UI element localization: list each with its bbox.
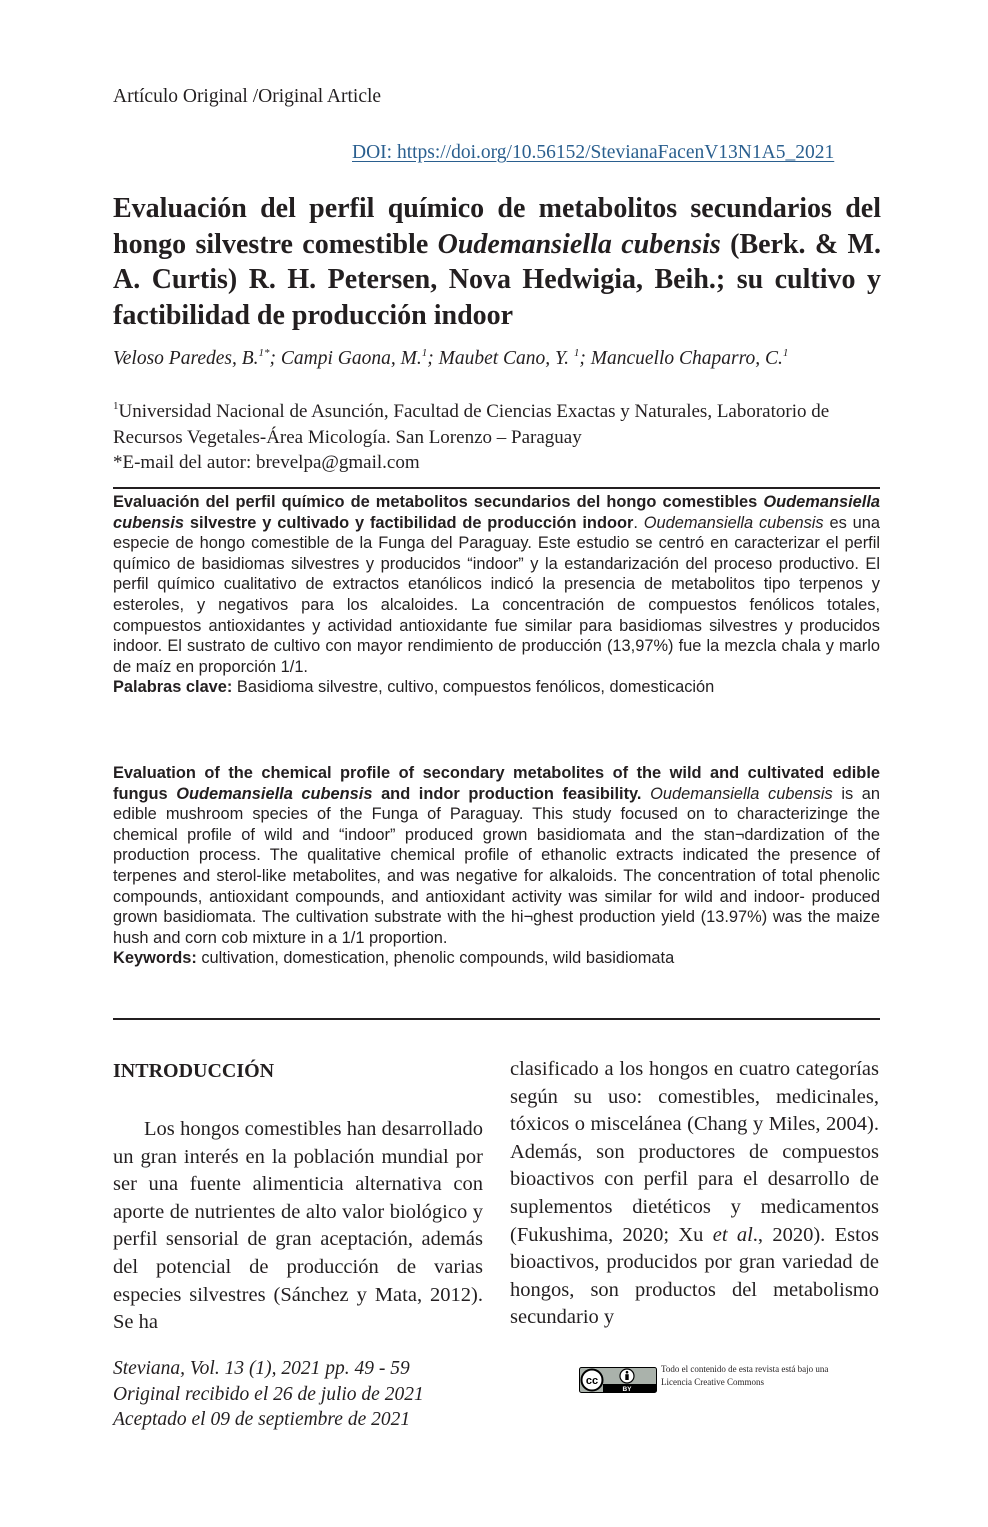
affiliation-number: 1 (113, 400, 119, 412)
abstract-keywords (113, 948, 880, 969)
license-note (661, 1363, 871, 1389)
affiliation-text: Universidad Nacional de Asunción, Facultad de Ciencias Exactas y Naturales, Laboratorio de Recursos Vegetales-Área Micología. San Lorenzo – Paraguay (113, 401, 830, 448)
accepted-date: Aceptado el 09 de septiembre de 2021 (113, 1409, 411, 1431)
abstract-body-species: Oudemansiella cubensis (650, 784, 833, 803)
author-3: Maubet Cano, Y. (438, 348, 574, 369)
author-2: Campi Gaona, M. (280, 348, 422, 369)
body-column-left (113, 1056, 483, 1337)
keywords-label-en: Keywords: (113, 949, 197, 968)
abstract-bottom-rule (113, 1018, 880, 1020)
resumen-paragraph (113, 492, 880, 677)
resumen-title-end: . (633, 513, 638, 532)
section-heading-introduction: INTRODUCCIÓN (113, 1060, 275, 1082)
affiliation (113, 399, 883, 450)
cc-by-label: BY (622, 1386, 632, 1393)
title-part-2: (Berk. & M. A. Curtis) R. H. Petersen, Nova Hedwigia, Beih.; su cultivo y factibilidad de producción indoor (113, 228, 881, 331)
resumen-body: es una especie de hongo comestible de la Funga del Paraguay. Este estudio se centró en caracterizar el perfil químico de basidiomas silvestres y producidos “indoor” y la estandarización del proceso productivo. El perfil químico cualitativo de extractos etanólicos indicó la presencia de metabolitos tipo terpenos y esteroles, y negativos para los alcaloides. La concentración de compuestos fenólicos totales, compuestos antioxidantes y actividad antioxidante fue similar para basidiomas silvestres y producidos indoor. El sustrato de cultivo con mayor rendimiento de producción (13,97%) fue la mezcla chala y marlo de maíz en proporción 1/1. (113, 513, 880, 676)
abstract-body: is an edible mushroom species of the Funga of Paraguay. This study focused on to characterizinge the chemical profile of wild and “indoor” produced grown basidiomata and the stan¬dardization of the production process. The qualitative chemical profile of ethanolic extracts indicated the presence of terpenes and sterol-like metabolites, and was negative for alkaloids. The concentration of total phenolic compounds, antioxidant compounds, and antioxidant activity was similar for wild and indoor- produced grown basidiomata. The cultivation substrate with the hi¬ghest production yield (13.97%) was the maize hush and corn cob mixture in a 1/1 proportion. (113, 784, 880, 947)
keywords-label-es: Palabras clave: (113, 678, 233, 697)
resumen-keywords (113, 677, 880, 698)
title-species: Oudemansiella cubensis (437, 228, 721, 260)
intro-right-text-2: ., 2020). Estos bioactivos, producidos por gran variedad de hongos, son productos del metabolismo secundario y (510, 1223, 880, 1329)
journal-citation: Steviana, Vol. 13 (1), 2021 pp. 49 - 59 (113, 1358, 410, 1379)
resumen-title-part-1: Evaluación del perfil químico de metabolitos secundarios del hongo comestibles (113, 493, 764, 511)
intro-right-text-1: clasificado a los hongos en cuatro categorías según su uso: comestibles, medicinales, tóxicos o miscelánea (Chang y Miles, 2004). Además, son productores de compuestos bioactivos con perfil para el desarrollo de suplementos dietéticos y medicamentos (Fukushima, 2020; Xu (510, 1058, 879, 1246)
author-separator: ; (427, 348, 439, 369)
title-part-1: Evaluación del perfil químico de metabolitos secundarios del hongo silvestre comestible (113, 193, 881, 260)
received-date: Original recibido el 26 de julio de 2021 (113, 1383, 424, 1405)
abstract-block (113, 763, 880, 969)
footer-citation (113, 1356, 424, 1433)
cc-letters: cc (585, 1374, 599, 1387)
author-separator: ; (269, 348, 281, 369)
abstract-title-part-2: and indor production feasibility. (372, 784, 642, 803)
author-email: *E-mail del autor: brevelpa@gmail.com (113, 452, 420, 473)
resumen-body-species: Oudemansiella cubensis (643, 513, 824, 532)
license-line-1: Todo el contenido de esta revista está bajo una (661, 1364, 829, 1374)
resumen-block (113, 492, 880, 698)
license-line-2: Licencia Creative Commons (661, 1377, 764, 1387)
author-1-affil: 1* (258, 347, 270, 359)
article-type-label: Artículo Original /Original Article (113, 86, 382, 107)
intro-paragraph-right (510, 1056, 879, 1332)
creative-commons-by-icon (579, 1367, 657, 1393)
author-list (113, 348, 788, 370)
abstract-title-part-1: Evaluation of the chemical profile of secondary metabolites of the wild and cultivated edible fungus (113, 764, 880, 803)
article-title (113, 191, 881, 333)
keywords-en: cultivation, domestication, phenolic compounds, wild basidiomata (196, 949, 675, 968)
author-4-affil: 1 (782, 347, 789, 359)
affiliation-block (113, 399, 883, 476)
resumen-title-part-2: silvestre y cultivado y factibilidad de producción indoor (184, 513, 634, 532)
intro-paragraph-left: Los hongos comestibles han desarrollado un gran interés en la población mundial por ser una fuente alimenticia alternativa con aporte de nutrientes de alto valor biológico y perfil sensorial de gran aceptación, además del potencial de producción de varias especies silvestres (Sánchez y Mata, 2012). Se ha (113, 1118, 483, 1334)
author-separator: ; (579, 348, 591, 369)
abstract-paragraph (113, 763, 880, 948)
author-2-affil: 1 (421, 347, 428, 359)
abstract-top-rule (113, 487, 880, 489)
body-column-right (510, 1056, 879, 1332)
keywords-es: Basidioma silvestre, cultivo, compuestos fenólicos, domesticación (232, 678, 715, 697)
abstract-title-species: Oudemansiella cubensis (176, 784, 373, 803)
author-4: Mancuello Chaparro, C. (590, 348, 783, 369)
intro-right-italic: et al (712, 1223, 753, 1246)
author-1: Veloso Paredes, B. (113, 348, 259, 369)
author-3-affil: 1 (573, 347, 580, 359)
resumen-title-species: Oudemansiella cubensis (113, 493, 880, 532)
doi-link[interactable]: DOI: https://doi.org/10.56152/StevianaFacenV13N1A5_2021 (352, 142, 835, 163)
